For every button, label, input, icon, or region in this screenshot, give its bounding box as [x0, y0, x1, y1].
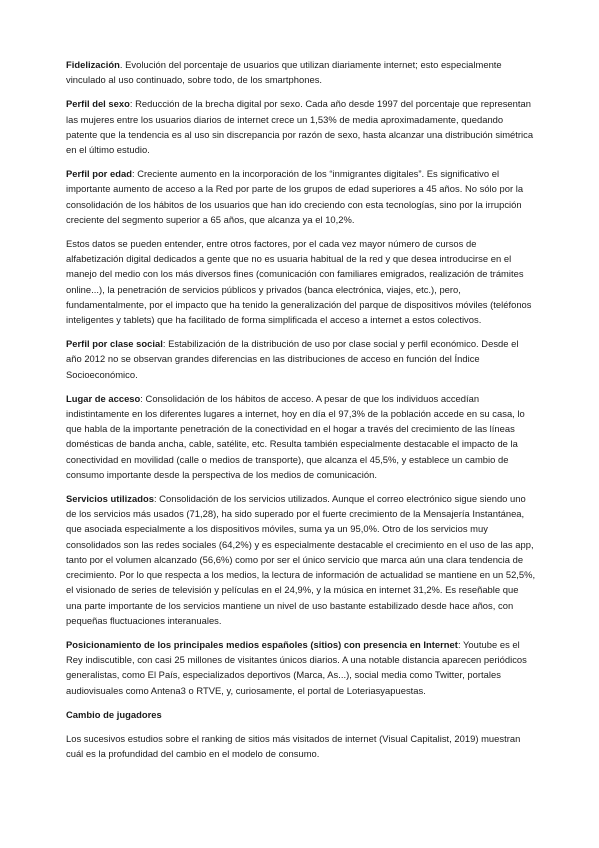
- section-heading: Cambio de jugadores: [66, 708, 162, 720]
- paragraph-text: : Consolidación de los hábitos de acceso. A pesar de que los individuos accedían indistintamente en los diferentes lugares a internet, hoy en día el 97,3% de la población accede en su casa, lo que habla de la importante penetración de la conectividad en el hogar a través del crecimiento de las líneas domésticas de banda ancha, cable, satélite, etc. Resulta también especialmente destacable el impacto de la conectividad en movilidad (calle o medios de transporte), que alcanza el 45,5%, y establece un cambio de consumo importante desde la perspectiva de los medios de comunicación.: [66, 392, 525, 480]
- paragraph-text: : Youtube es el Rey indiscutible, con casi 25 millones de visitantes únicos diarios. A una notable distancia aparecen periódicos generalistas, como El País, especializados deportivos (Marca, As...), social media como Twitter, portales audiovisuales como Antena3 o RTVE, y, curiosamente, el portal de Loteriasyapuestas.: [66, 638, 527, 696]
- document-body: [66, 57, 536, 770]
- paragraph-lead: Perfil por clase social: [66, 338, 163, 350]
- paragraph-text: : Reducción de la brecha digital por sexo. Cada año desde 1997 del porcentaje que representan las mujeres entre los usuarios diarios de internet crece un 1,53% de media aproximadamente, quedando patente que la tendencia es al uso sin discrepancia por razón de sexo, hasta alcanzar una distribución simétrica en el último estudio.: [66, 98, 534, 156]
- paragraph-text: Estos datos se pueden entender, entre otros factores, por el cada vez mayor número de cursos de alfabetización digital dedicados a gente que no es usuaria habitual de la red y que desea introducirse en el manejo del medio con los más diversos fines (comunicación con familiares emigrados, realización de trámites online...), la penetración de servicios públicos y privados (banca electrónica, viajes, etc.), pero, fundamentalmente, por el impacto que ha tenido la generalización del parque de dispositivos móviles (teléfonos inteligentes y tablets) que ha facilitado de forma simplificada el acceso a internet a estos colectivos.: [66, 238, 532, 326]
- paragraph-clase-social: [66, 336, 536, 382]
- paragraph-alfabetizacion: [66, 236, 536, 327]
- paragraph-perfil-sexo: [66, 96, 536, 157]
- paragraph-text: : Estabilización de la distribución de uso por clase social y perfil económico. Desde el año 2012 no se observan grandes diferencias en las distribuciones de acceso en función del Índice Socioeconómico.: [66, 338, 519, 380]
- paragraph-lead: Fidelización: [66, 59, 120, 70]
- paragraph-perfil-edad: [66, 166, 536, 227]
- paragraph-text: Los sucesivos estudios sobre el ranking de sitios más visitados de internet (Visual Capitalist, 2019) muestran cuál es la profundidad del cambio en el modelo de consumo.: [66, 732, 521, 760]
- paragraph-lead: Servicios utilizados: [66, 493, 154, 505]
- paragraph-text: : Consolidación de los servicios utilizados. Aunque el correo electrónico sigue siendo uno de los servicios más usados (71,28), ha sido superado por el fuerte crecimiento de la Mensajería Instantánea, que asociada especialmente a los dispositivos móviles, suma ya un 95,0%. Otro de los servicios muy consolidados son las redes sociales (64,2%) y es especialmente destacable el crecimiento en el uso de las app, tanto por el volumen alcanzado (56,6%) como por ser el único servicio que marca aún una clara tendencia de crecimiento. Por lo que respecta a los medios, la lectura de información de actualidad se mantiene en un 52,5%, el visionado de series de televisión y películas en el 24,9%, y la música en internet 31,2%. Es reseñable que una parte importante de los servicios mantiene un nivel de uso bastante estabilizado desde hace años, con pequeñas fluctuaciones interanuales.: [66, 493, 536, 626]
- paragraph-fidelizacion: [66, 57, 536, 87]
- paragraph-lead: Lugar de acceso: [66, 392, 141, 404]
- paragraph-lead: Posicionamiento de los principales medios españoles (sitios) con presencia en Internet: [66, 638, 458, 650]
- paragraph-lead: Perfil por edad: [66, 168, 132, 180]
- paragraph-ranking: [66, 731, 536, 761]
- paragraph-lead: Perfil del sexo: [66, 98, 130, 110]
- paragraph-text: : Creciente aumento en la incorporación de los “inmigrantes digitales”. Es significativo el importante aumento de acceso a la Red por parte de los grupos de edad superiores a 45 años. No sólo por la consolidación de los hábitos de los usuarios que han ido creciendo con esta tecnologías, sino por la irrupción creciente del segmento superior a 65 años, que alcanza ya el 10,2%.: [66, 168, 524, 225]
- paragraph-lugar-acceso: [66, 391, 536, 482]
- paragraph-posicionamiento: [66, 637, 536, 698]
- paragraph-servicios: [66, 491, 536, 628]
- paragraph-text: . Evolución del porcentaje de usuarios que utilizan diariamente internet; esto especialmente vinculado al uso continuado, sobre todo, de los smartphones.: [66, 59, 502, 86]
